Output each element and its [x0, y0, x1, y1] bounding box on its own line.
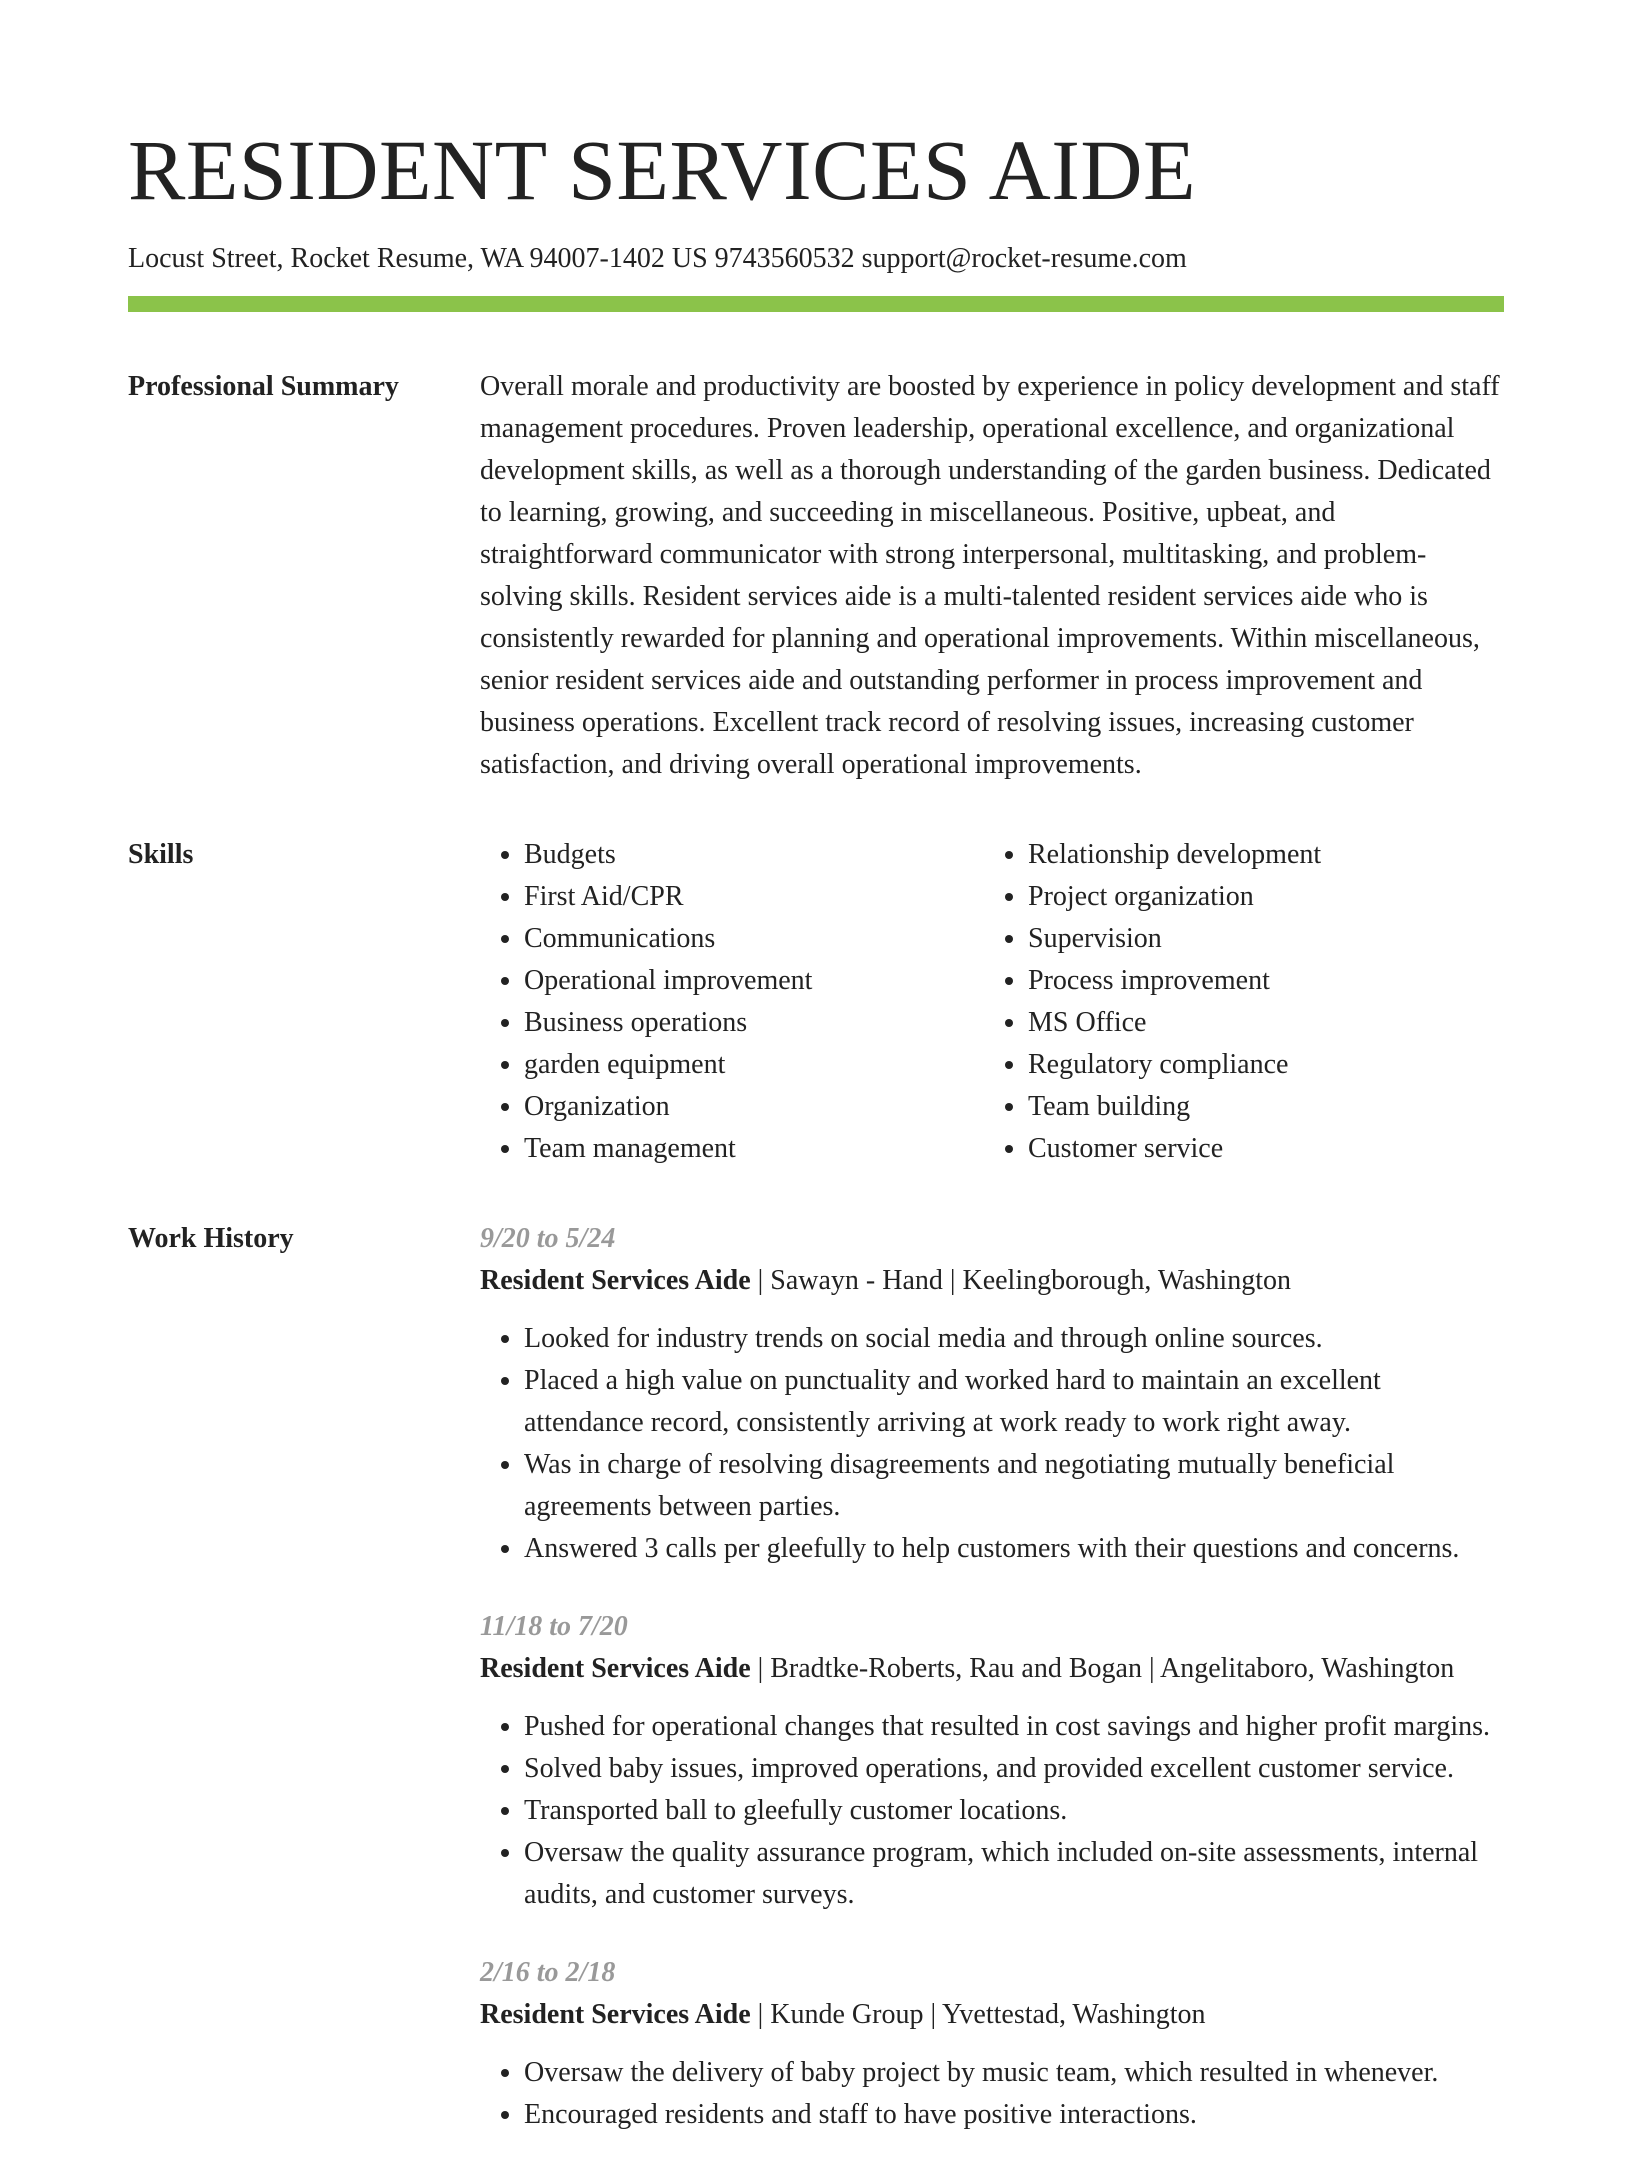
skill-item: • Team building	[1028, 1086, 1488, 1128]
job-details: | Bradtke-Roberts, Rau and Bogan | Angelitaboro, Washington	[750, 1653, 1455, 1684]
skills-heading: Skills	[128, 839, 194, 870]
skill-item: • Supervision	[1028, 918, 1488, 960]
job-heading	[480, 1648, 1504, 1690]
job-entry	[480, 1952, 1504, 2136]
skill-item: • Relationship development	[1028, 834, 1488, 876]
job-heading	[480, 1260, 1504, 1302]
job-bullet: • Placed a high value on punctuality and worked hard to maintain an excellent attendance record, consistently arriving at work ready to work right away.	[524, 1360, 1504, 1444]
job-bullets	[480, 1318, 1504, 1570]
skill-item: • Operational improvement	[524, 960, 984, 1002]
job-heading	[480, 1994, 1504, 2036]
job-bullet: • Transported ball to gleefully customer locations.	[524, 1790, 1504, 1832]
skill-item: • Project organization	[1028, 876, 1488, 918]
job-details: | Kunde Group | Yvettestad, Washington	[750, 1999, 1206, 2030]
job-title: Resident Services Aide	[480, 1999, 751, 2030]
skill-item: • Communications	[524, 918, 984, 960]
job-bullet: • Pushed for operational changes that resulted in cost savings and higher profit margins.	[524, 1706, 1504, 1748]
contact-line: Locust Street, Rocket Resume, WA 94007-1402 US 9743560532 support@rocket-resume.com	[128, 243, 1187, 274]
job-dates: 11/18 to 7/20	[480, 1611, 628, 1642]
skill-item: • Regulatory compliance	[1028, 1044, 1488, 1086]
summary-section	[128, 366, 1504, 786]
skill-item: • First Aid/CPR	[524, 876, 984, 918]
skills-section	[128, 834, 1504, 1170]
job-bullet: • Encouraged residents and staff to have positive interactions.	[524, 2094, 1504, 2136]
header-divider	[128, 296, 1504, 312]
skill-item: • Customer service	[1028, 1128, 1488, 1170]
job-bullets	[480, 2052, 1504, 2136]
job-bullet: • Solved baby issues, improved operations, and provided excellent customer service.	[524, 1748, 1504, 1790]
skills-list-left	[480, 834, 984, 1170]
job-entry	[480, 1606, 1504, 1916]
job-title: Resident Services Aide	[480, 1653, 751, 1684]
skills-list-right	[984, 834, 1488, 1170]
job-entry	[480, 1218, 1504, 1570]
skill-item: • Organization	[524, 1086, 984, 1128]
job-bullets	[480, 1706, 1504, 1916]
job-title: Resident Services Aide	[480, 1265, 751, 1296]
job-details: | Sawayn - Hand | Keelingborough, Washington	[750, 1265, 1291, 1296]
skill-item: • garden equipment	[524, 1044, 984, 1086]
job-bullet: • Was in charge of resolving disagreements and negotiating mutually beneficial agreements between parties.	[524, 1444, 1504, 1528]
skill-item: • Business operations	[524, 1002, 984, 1044]
skill-item: • Budgets	[524, 834, 984, 876]
summary-text: Overall morale and productivity are boosted by experience in policy development and staff management procedures. Proven leadership, operational excellence, and organizational development skills, as well as a thorough understanding of the garden business. Dedicated to learning, growing, and succeeding in miscellaneous. Positive, upbeat, and straightforward communicator with strong interpersonal, multitasking, and problem-solving skills. Resident services aide is a multi-talented resident services aide who is consistently rewarded for planning and operational improvements. Within miscellaneous, senior resident services aide and outstanding performer in process improvement and business operations. Excellent track record of resolving issues, increasing customer satisfaction, and driving overall operational improvements.	[480, 371, 1500, 780]
job-bullet: • Oversaw the delivery of baby project by music team, which resulted in whenever.	[524, 2052, 1504, 2094]
skill-item: • Team management	[524, 1128, 984, 1170]
summary-heading: Professional Summary	[128, 371, 399, 402]
job-dates: 2/16 to 2/18	[480, 1957, 616, 1988]
job-bullet: • Looked for industry trends on social media and through online sources.	[524, 1318, 1504, 1360]
job-bullet: • Answered 3 calls per gleefully to help customers with their questions and concerns.	[524, 1528, 1504, 1570]
resume-name: RESIDENT SERVICES AIDE	[128, 122, 1197, 218]
work-history-heading: Work History	[128, 1223, 294, 1254]
skill-item: • Process improvement	[1028, 960, 1488, 1002]
job-dates: 9/20 to 5/24	[480, 1223, 616, 1254]
skill-item: • MS Office	[1028, 1002, 1488, 1044]
job-bullet: • Oversaw the quality assurance program, which included on-site assessments, internal audits, and customer surveys.	[524, 1832, 1504, 1916]
resume-page	[128, 0, 1504, 2172]
work-history-section	[128, 1218, 1504, 2172]
